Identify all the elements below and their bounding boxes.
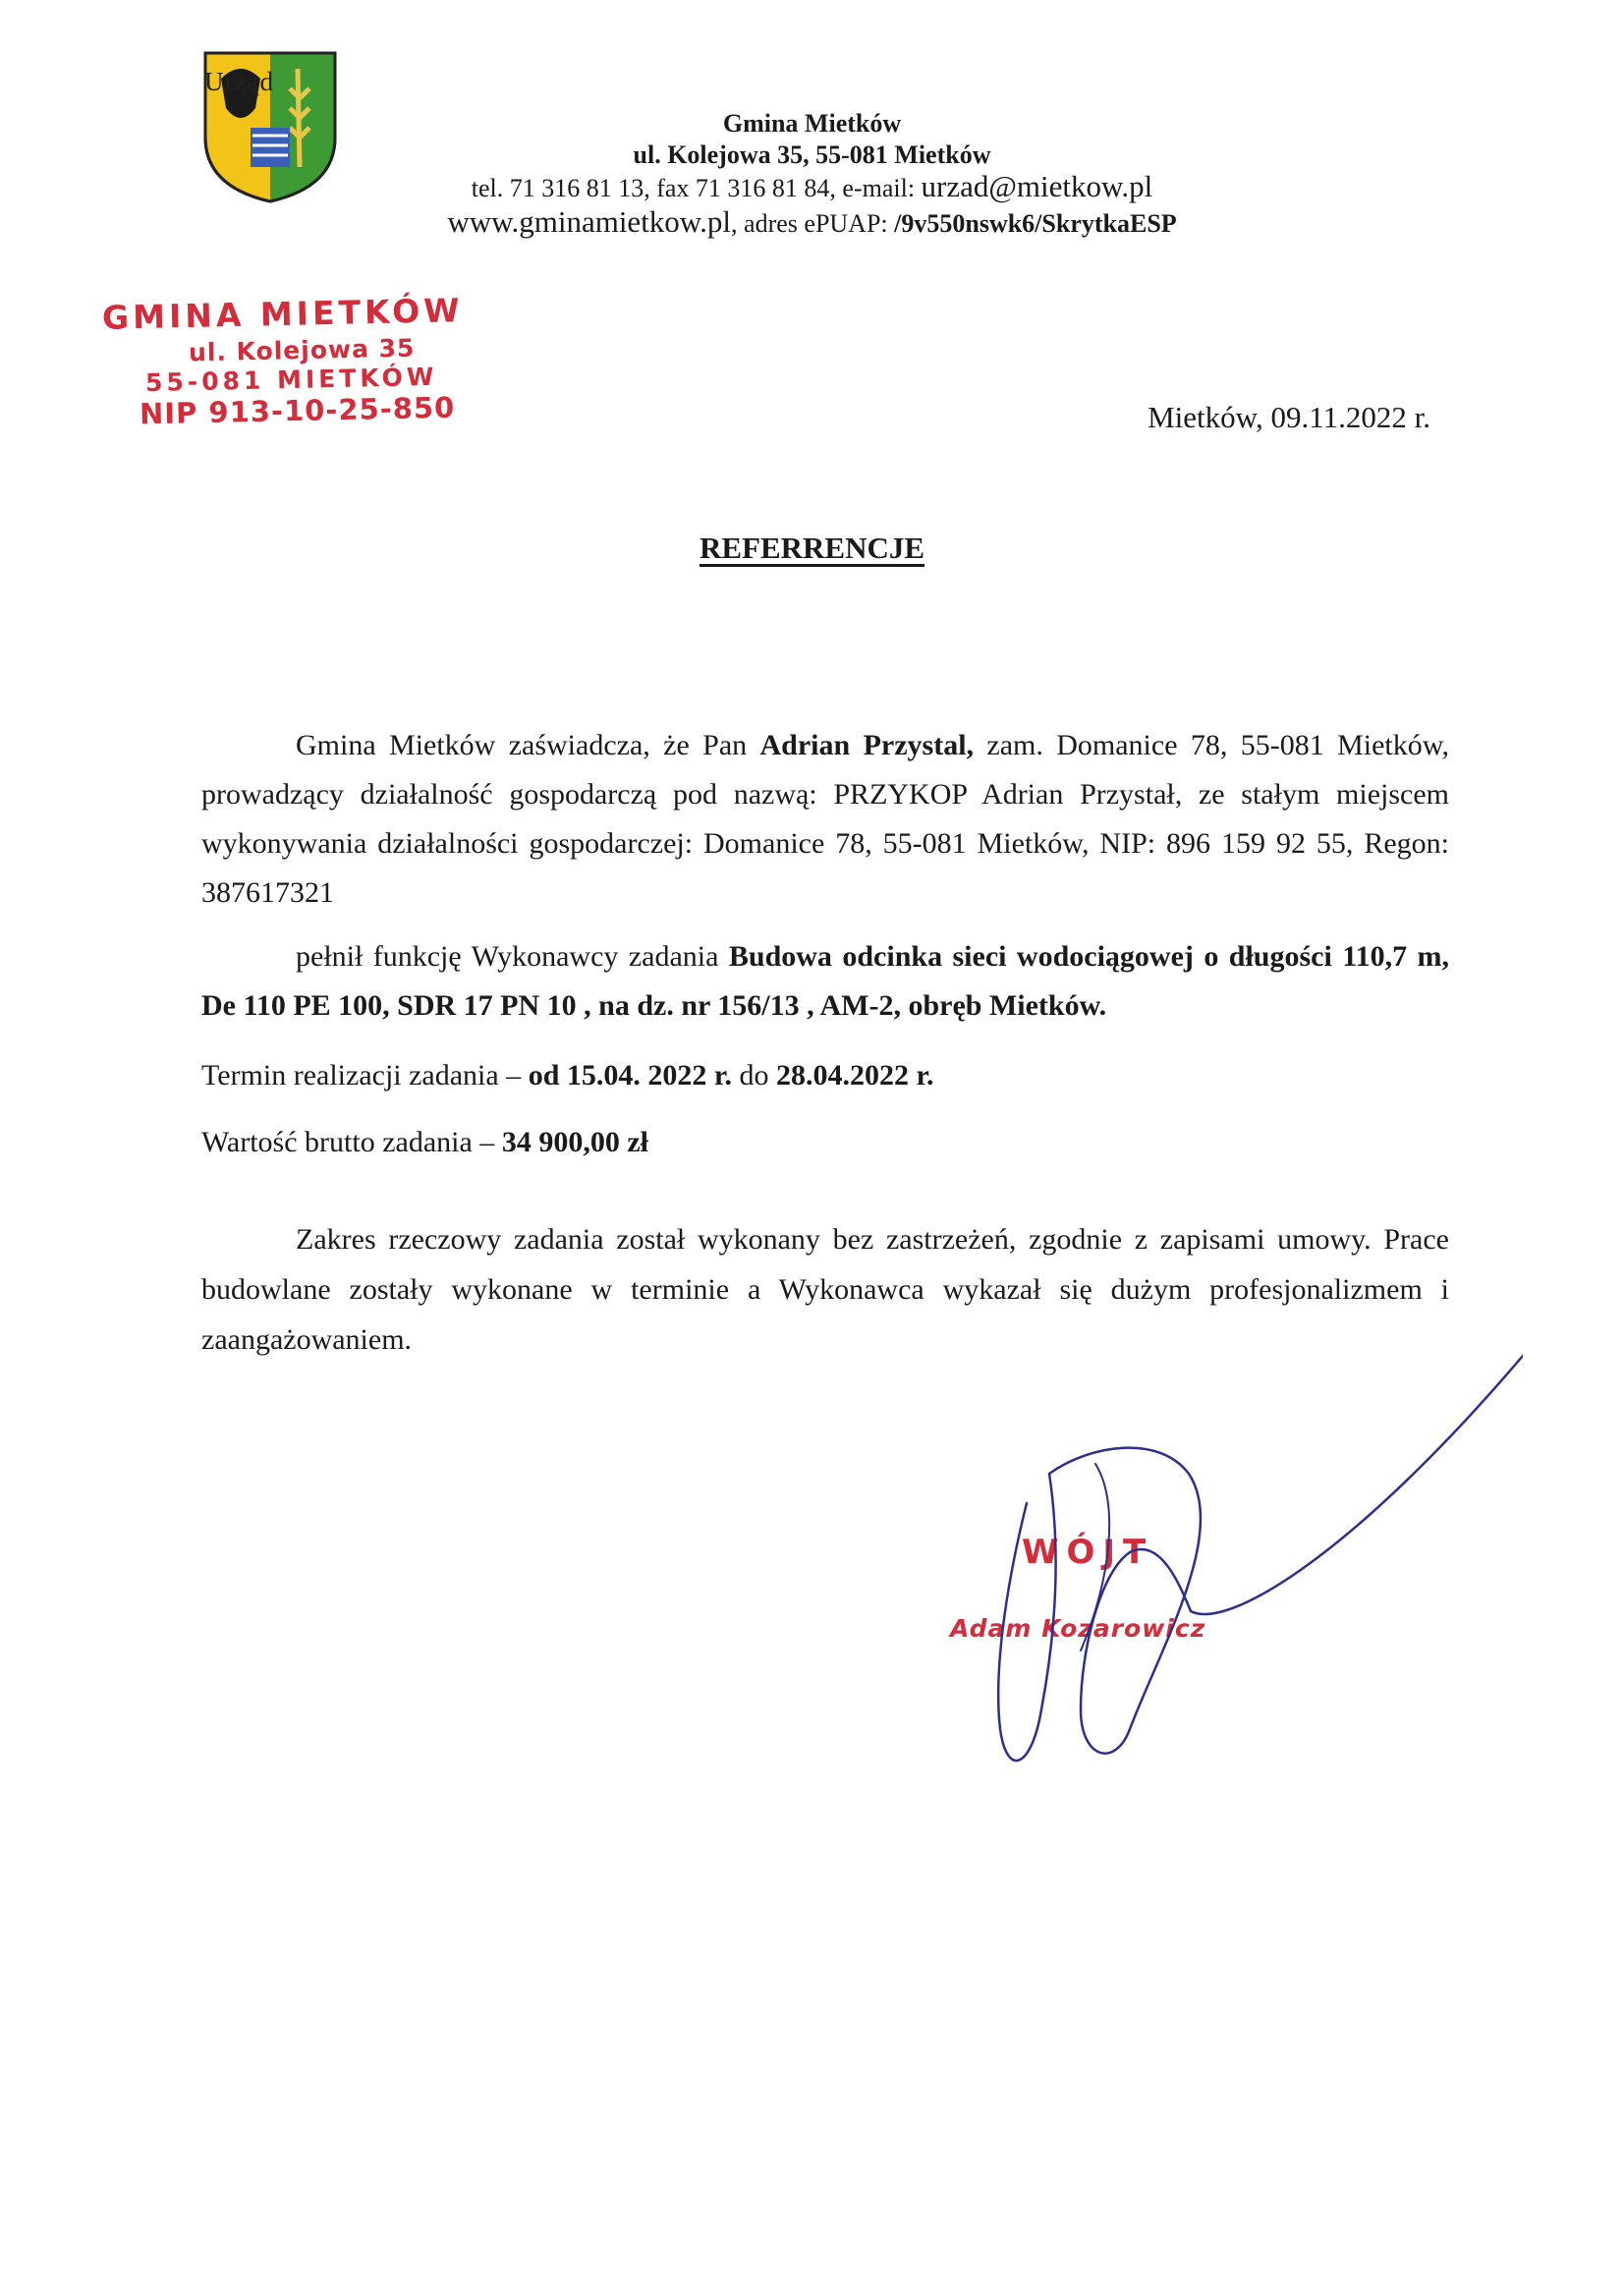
contact-phones: tel. 71 316 81 13, fax 71 316 81 84, e-mail: <box>471 174 922 202</box>
paragraph-certification <box>201 721 1449 918</box>
term-label: Termin realizacji zadania – <box>201 1059 529 1092</box>
p2-text-a: pełnił funkcję Wykonawcy zadania <box>296 940 729 973</box>
handwritten-signature <box>933 1336 1523 1827</box>
document-title: REFERRENCJE <box>699 531 925 565</box>
epuap-address: /9v550nswk6/SkrytkaESP <box>894 209 1177 238</box>
p1-text-b: zam. Domanice 78, 55-081 Mietków, prowadzący działalność gospodarczą pod nazwą: PRZYKOP Adrian Przystał, ze stałym miejscem wykonywania działalności gospodarczej: Domanice 78, 55-081 Mietków, NIP: 896 159 92 55, Regon: 387617321 <box>201 729 1449 909</box>
paragraph-term <box>201 1051 1449 1100</box>
epuap-label: , adres ePUAP: <box>731 209 895 238</box>
paragraph-task <box>201 932 1449 1031</box>
crest-overlay-text: Urząd <box>204 67 274 96</box>
term-mid: do <box>731 1059 776 1092</box>
task-description: Budowa odcinka sieci wodociągowej o długości 110,7 m, De 110 PE 100, SDR 17 PN 10 , na dz. nr 156/13 , AM-2, obręb Mietków. <box>201 940 1450 1022</box>
stamp-name: GMINA MIETKÓW <box>101 291 464 337</box>
stamp-city: 55-081 MIETKÓW <box>144 362 438 398</box>
stamp-street: ul. Kolejowa 35 <box>188 333 416 367</box>
website-link[interactable]: www.gminamietkow.pl <box>447 204 732 239</box>
letterhead-web <box>0 206 1624 240</box>
email-link[interactable]: urzad@mietkow.pl <box>921 169 1153 203</box>
stamp-nip: NIP 913-10-25-850 <box>139 390 456 431</box>
p1-text-a: Gmina Mietków zaświadcza, że Pan <box>296 729 760 761</box>
paragraph-value <box>201 1118 1449 1167</box>
document-date: Mietków, 09.11.2022 r. <box>1148 400 1430 434</box>
letterhead-address: ul. Kolejowa 35, 55-081 Mietków <box>633 140 991 169</box>
value-amount: 34 900,00 zł <box>501 1126 648 1158</box>
signature-stamp-name: Adam Kozarowicz <box>950 1614 1206 1643</box>
term-from: od 15.04. 2022 r. <box>528 1059 732 1092</box>
term-to: 28.04.2022 r. <box>775 1059 934 1092</box>
value-label: Wartość brutto zadania – <box>201 1126 502 1158</box>
signature-stamp-title: WÓJT <box>1022 1533 1154 1572</box>
assessment-text: Zakres rzeczowy zadania został wykonany bez zastrzeżeń, zgodnie z zapisami umowy. Prace budowlane zostały wykonane w terminie a Wykonawca wykazał się dużym profesjonalizmem i zaangażowaniem. <box>201 1223 1449 1356</box>
letterhead-name: Gmina Mietków <box>722 109 902 138</box>
contractor-name: Adrian Przystal, <box>759 729 975 761</box>
letterhead-contact <box>0 171 1624 204</box>
